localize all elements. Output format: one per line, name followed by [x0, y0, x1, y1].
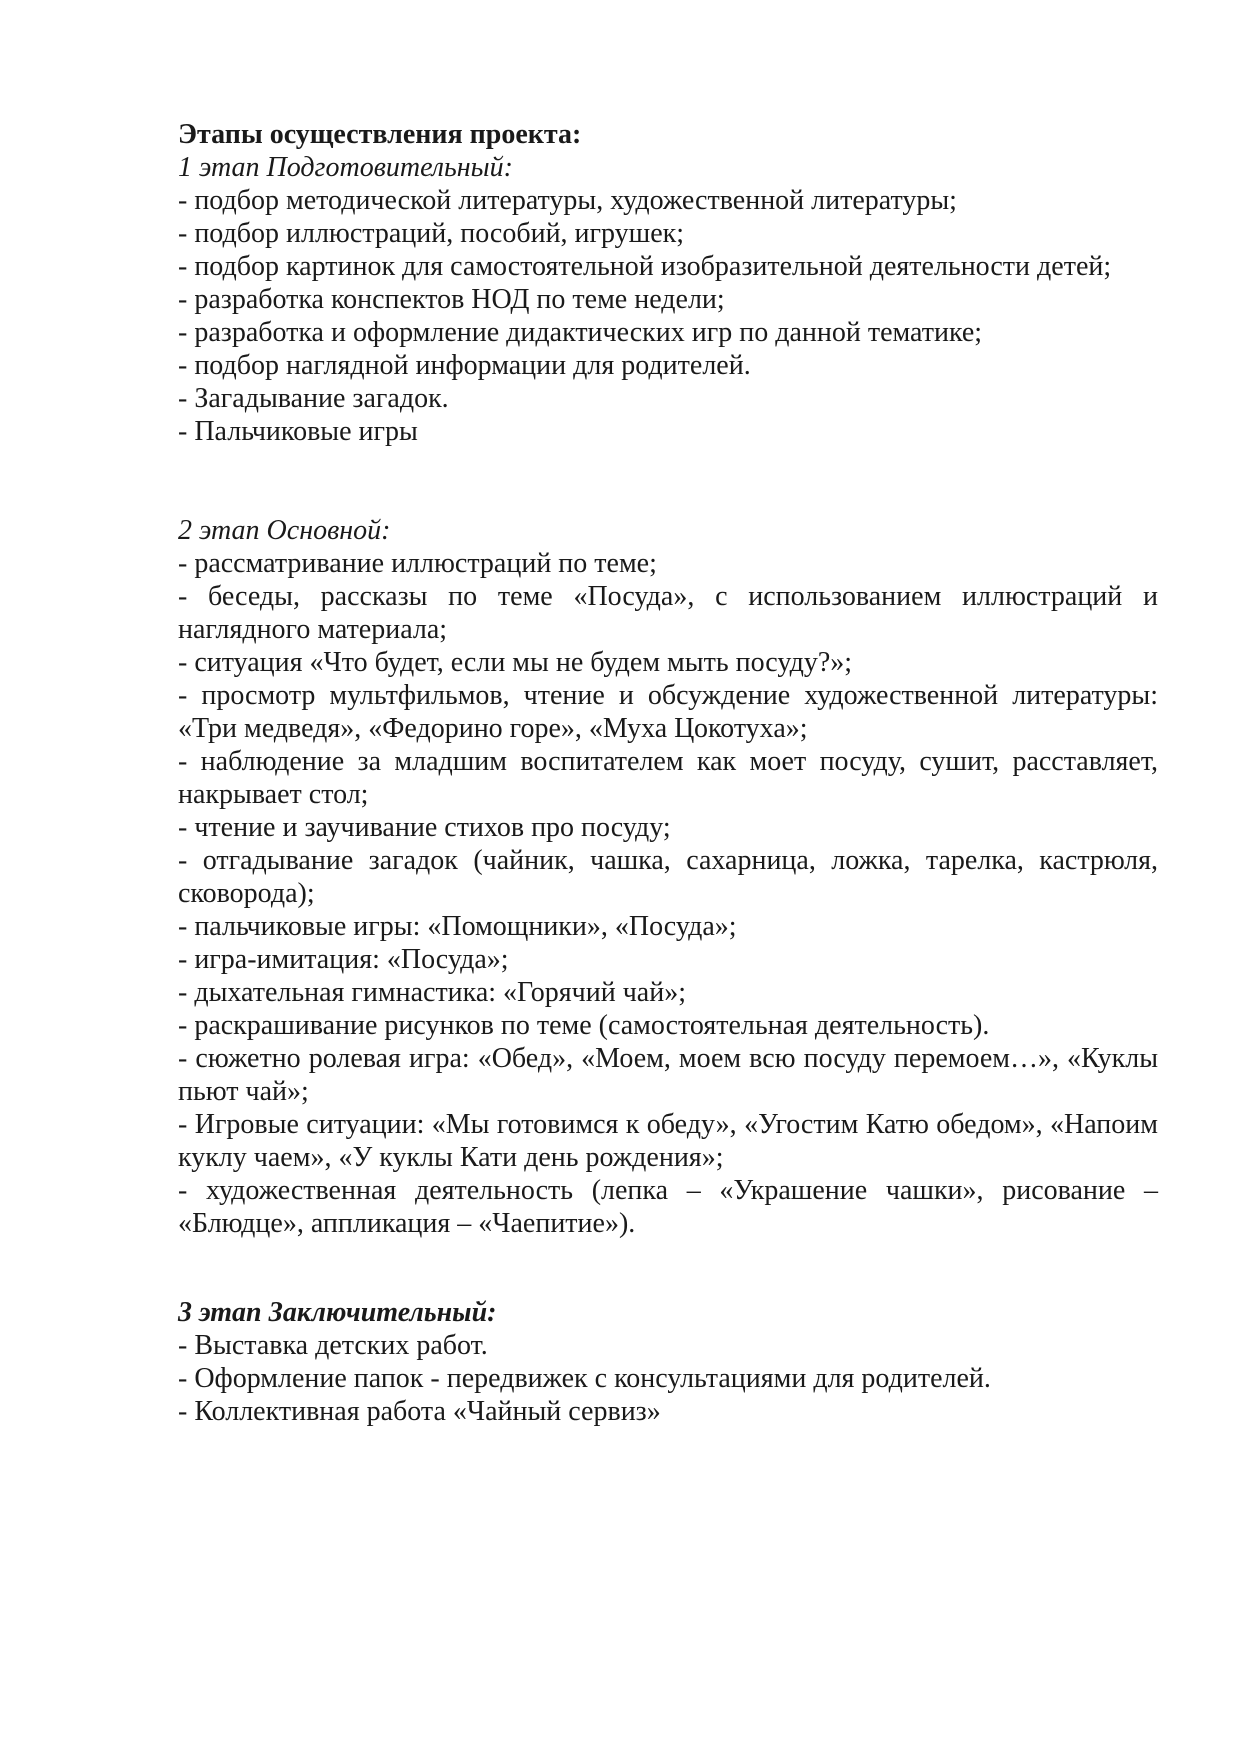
stage2-item: - художественная деятельность (лепка – «Украшение чашки», рисование – «Блюдце», аппликация – «Чаепитие»).: [178, 1175, 1158, 1239]
spacer: [178, 1240, 1158, 1296]
stage2-item: - сюжетно ролевая игра: «Обед», «Моем, моем всю посуду перемоем…», «Куклы пьют чай»;: [178, 1043, 1158, 1107]
stage1-item: - подбор методической литературы, художественной литературы;: [178, 185, 957, 216]
stage3-item: - Коллективная работа «Чайный сервиз»: [178, 1396, 661, 1427]
stage1-item: - Пальчиковые игры: [178, 416, 418, 447]
stage2-item: - беседы, рассказы по теме «Посуда», с использованием иллюстраций и наглядного материала;: [178, 581, 1158, 645]
stage1-title: 1 этап Подготовительный:: [178, 152, 513, 183]
stage3-item: - Выставка детских работ.: [178, 1330, 488, 1361]
stage1-item: - разработка и оформление дидактических игр по данной тематике;: [178, 317, 983, 348]
stage1-item: - подбор наглядной информации для родителей.: [178, 350, 751, 381]
stage2-item: - отгадывание загадок (чайник, чашка, сахарница, ложка, тарелка, кастрюля, сковорода);: [178, 845, 1158, 909]
stage2-item: - дыхательная гимнастика: «Горячий чай»;: [178, 977, 686, 1008]
stage2-item: - наблюдение за младшим воспитателем как моет посуду, сушит, расставляет, накрывает стол;: [178, 746, 1158, 810]
stage2-item: - игра-имитация: «Посуда»;: [178, 944, 509, 975]
stage2-item: - раскрашивание рисунков по теме (самостоятельная деятельность).: [178, 1010, 990, 1041]
document-page: [178, 118, 1158, 1428]
stage1-item: - подбор иллюстраций, пособий, игрушек;: [178, 218, 685, 249]
stage3-title: 3 этап Заключительный:: [178, 1297, 497, 1328]
stage2-item: - Игровые ситуации: «Мы готовимся к обеду», «Угостим Катю обедом», «Напоим куклу чаем», «У куклы Кати день рождения»;: [178, 1109, 1158, 1173]
spacer: [178, 448, 1158, 514]
stage2-item: - чтение и заучивание стихов про посуду;: [178, 812, 671, 843]
stage1-item: - подбор картинок для самостоятельной изобразительной деятельности детей;: [178, 251, 1112, 282]
stage1-item: - разработка конспектов НОД по теме недели;: [178, 284, 725, 315]
stage2-item: - пальчиковые игры: «Помощники», «Посуда»;: [178, 911, 737, 942]
stage2-title: 2 этап Основной:: [178, 515, 391, 546]
stage1-item: - Загадывание загадок.: [178, 383, 449, 414]
document-heading: Этапы осуществления проекта:: [178, 119, 582, 150]
stage2-item: - ситуация «Что будет, если мы не будем мыть посуду?»;: [178, 647, 853, 678]
stage2-item: - рассматривание иллюстраций по теме;: [178, 548, 657, 579]
stage3-item: - Оформление папок - передвижек с консультациями для родителей.: [178, 1363, 991, 1394]
stage2-item: - просмотр мультфильмов, чтение и обсуждение художественной литературы: «Три медведя», «Федорино горе», «Муха Цокотуха»;: [178, 680, 1158, 744]
